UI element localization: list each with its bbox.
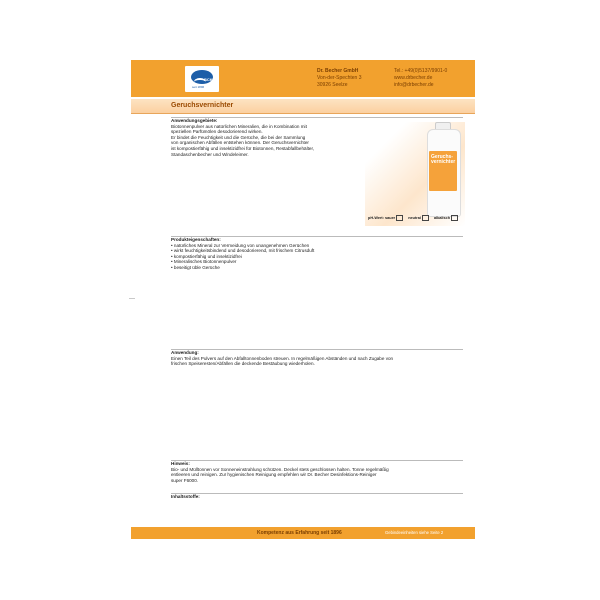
notes-line: super F6000.: [171, 477, 199, 483]
usage-area-line: ist kompostierfähig und insektizidfrei für Biotonnen, Restabfallbehälter,: [171, 145, 314, 151]
title-bar: [131, 99, 475, 114]
application-line: frischen Speiseresten/Abfällen die deckende Bestäubung wiederholen.: [171, 361, 315, 367]
logo-subtext: seit 1896: [192, 85, 205, 89]
properties-heading: Produkteigenschaften:: [171, 237, 221, 242]
company-name: Dr. Becher GmbH: [317, 68, 359, 74]
ph-acidic-label: sauer: [385, 216, 396, 220]
properties-item: • Mineralisches Biotonnenpulver: [171, 259, 237, 265]
application-section: [171, 350, 463, 367]
notes-heading: Hinweis:: [171, 461, 190, 466]
page-title: Geruchsvernichter: [171, 102, 234, 109]
usage-area-heading: Anwendungsgebiete:: [171, 118, 218, 123]
properties-item: • natürliches Mineral zur Vermeidung von unangenehmen Gerüchen: [171, 242, 310, 248]
company-web-link[interactable]: www.drbecher.de: [394, 75, 433, 81]
footer-bar: [131, 527, 475, 539]
ph-neutral-label: neutral: [408, 216, 421, 220]
company-address: [317, 68, 361, 89]
usage-area-line: von organischen Abfällen entstehen können. Der Geruchsvernichter: [171, 140, 309, 146]
logo-oval-icon: [191, 70, 216, 84]
company-email-link[interactable]: info@drbecher.de: [394, 82, 434, 88]
company-logo: [185, 66, 219, 92]
ph-value-row: [368, 215, 462, 221]
ph-alkaline-label: alkalisch: [433, 216, 451, 220]
margin-mark: [129, 298, 135, 299]
company-city: 30926 Seelze: [317, 82, 348, 88]
ingredients-heading: Inhaltsstoffe:: [171, 494, 200, 499]
application-heading: Anwendung:: [171, 350, 199, 355]
usage-area-line: speziellen Parfümölen desodorierend wirken.: [171, 129, 263, 135]
properties-item: • wirkt feuchtigkeitsbindend und desodorierend, mit frischem Citrusduft: [171, 248, 315, 254]
properties-item: • beseitigt üble Gerüche: [171, 264, 220, 270]
usage-area-line: Biotonnenpulver aus natürlichen Mineralien, die in Kombination mit: [171, 123, 307, 129]
data-sheet-page: [131, 60, 475, 542]
usage-area-line: Er bindet die Feuchtigkeit und die Gerüche, die bei der Sammlung: [171, 134, 306, 140]
ph-neutral-checkbox: [422, 215, 429, 221]
ph-label: pH-Wert:: [368, 216, 384, 220]
company-contact: [394, 68, 447, 89]
footer-page-info: Gebindeeinheiten siehe Seite 2: [385, 530, 444, 535]
ph-acidic-checkbox: [396, 215, 403, 221]
ingredients-section: [171, 494, 463, 500]
properties-section: [171, 237, 463, 271]
logo-text: BCKR: [204, 77, 216, 82]
notes-section: [171, 461, 463, 483]
company-phone: Tel.: +49(0)5137/9901-0: [394, 68, 448, 74]
notes-line: entleeren und reinigen. Zur hygienischen Reinigung empfehlen wir Dr. Becher Desinfektions-Reiniger: [171, 472, 377, 478]
bottle-label-text: Geruchs-vernichter: [431, 154, 456, 165]
notes-line: Bio- und Mülltonnen vor Sonneneinstrahlung schützen. Deckel stets geschlossen halten. Tonne regelmäßig: [171, 466, 389, 472]
company-street: Von-der-Spechten 3: [317, 75, 362, 81]
application-line: Einen Teil des Pulvers auf den Abfalltonnenboden streuen. In regelmäßigen Abständen und nach Zugabe von: [171, 355, 394, 361]
ph-alkaline-checkbox: [451, 215, 458, 221]
header-bar: [131, 60, 475, 97]
footer-slogan: Kompetenz aus Erfahrung seit 1896: [257, 530, 342, 536]
usage-area-line: Standaschenbecher und Windeleimer.: [171, 151, 249, 157]
usage-area-section: [171, 118, 361, 157]
properties-item: • kompostierfähig und insektizidfrei: [171, 253, 242, 259]
